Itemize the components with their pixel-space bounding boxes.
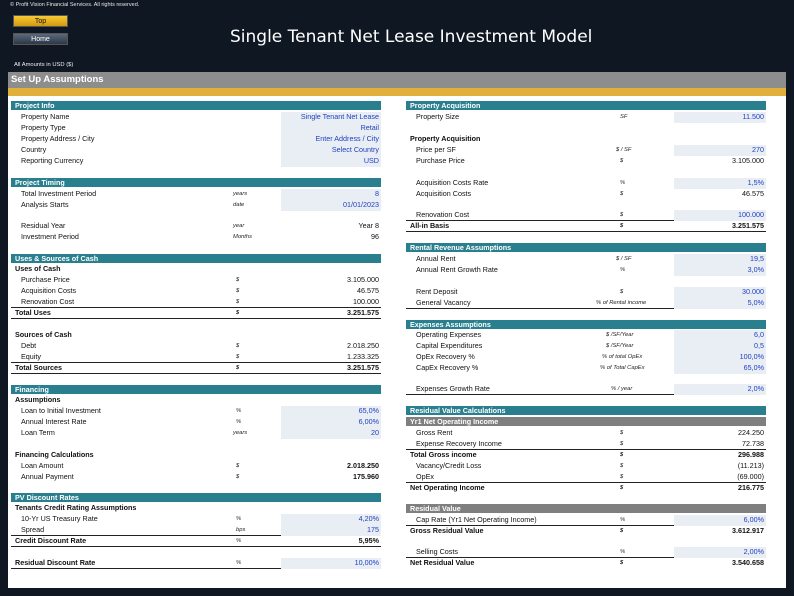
- project-timing-header: Project Timing: [11, 178, 381, 187]
- credit-discount-row: [11, 536, 381, 547]
- row-label: Capital Expenditures: [416, 341, 483, 350]
- subheader-label: Financing Calculations: [15, 450, 94, 459]
- timing-row: [11, 189, 381, 200]
- row-label: Analysis Starts: [21, 200, 69, 209]
- property-acquisition-header: Property Acquisition: [406, 101, 766, 110]
- rent-row: [406, 265, 766, 276]
- residual-year-value: Year 8: [358, 221, 379, 230]
- rent-row: [406, 298, 766, 309]
- row-label: Expense Recovery Income: [416, 439, 502, 448]
- acq-row: [406, 189, 766, 200]
- financing-calc-row: [11, 461, 381, 472]
- row-label: Equity: [21, 352, 41, 361]
- row-unit: %: [620, 517, 626, 523]
- capex-recovery-input[interactable]: 65,0%: [674, 363, 766, 374]
- row-label: Loan Term: [21, 428, 55, 437]
- property-name-input[interactable]: Single Tenant Net Lease: [281, 112, 381, 123]
- row-label: Net Operating Income: [410, 483, 485, 492]
- row-label: Property Type: [21, 123, 66, 132]
- ltv-input[interactable]: 65,0%: [281, 406, 381, 417]
- row-unit: %: [236, 560, 242, 566]
- subheader-label: Property Acquisition: [410, 134, 481, 143]
- page-title: Single Tenant Net Lease Investment Model: [230, 27, 593, 47]
- row-unit: $: [620, 560, 624, 566]
- row-unit: Months: [233, 234, 253, 240]
- row-value: 46.575: [357, 286, 379, 295]
- financing-calc-row: [11, 472, 381, 483]
- total-sources-row: [11, 363, 381, 374]
- row-unit: $: [620, 463, 624, 469]
- row-label: Acquisition Costs: [416, 189, 472, 198]
- row-unit: $: [236, 354, 240, 360]
- noi-row: [406, 483, 766, 494]
- row-value: 5,95%: [358, 536, 379, 545]
- capex-input[interactable]: 0,5: [674, 341, 766, 352]
- row-value: 3.105.000: [732, 156, 764, 165]
- row-unit: $: [236, 288, 240, 294]
- row-label: Credit Discount Rate: [15, 536, 87, 545]
- pv-discount-header: PV Discount Rates: [11, 493, 381, 502]
- financing-row: [11, 417, 381, 428]
- expense-growth-input[interactable]: 2,0%: [674, 384, 766, 395]
- row-label: Renovation Cost: [21, 297, 75, 306]
- expense-row: [406, 352, 766, 363]
- financing-calc-subheader: [11, 450, 381, 461]
- rent-row: [406, 254, 766, 265]
- pv-row: [11, 514, 381, 525]
- row-value: 3.251.575: [732, 221, 764, 230]
- row-value: 2.018.250: [347, 341, 379, 350]
- row-label: Acquisition Costs Rate: [416, 178, 489, 187]
- row-label: Total Sources: [15, 363, 62, 372]
- expense-row: [406, 341, 766, 352]
- row-label: OpEx Recovery %: [416, 352, 475, 361]
- acq-row: [406, 156, 766, 167]
- selling-costs-input[interactable]: 2,00%: [674, 547, 766, 558]
- row-label: Total Investment Period: [21, 189, 97, 198]
- app-header: [0, 0, 794, 72]
- row-label: CapEx Recovery %: [416, 363, 479, 372]
- renovation-cost-input[interactable]: 100.000: [674, 210, 766, 221]
- row-value: 3.540.658: [732, 558, 764, 567]
- expense-row: [406, 384, 766, 395]
- row-unit: $: [620, 452, 624, 458]
- row-value: 72.738: [742, 439, 764, 448]
- project-info-row: [11, 112, 381, 123]
- annual-rent-input[interactable]: 19,5: [674, 254, 766, 265]
- investment-months-value: 96: [371, 232, 379, 241]
- uses-row: [11, 297, 381, 308]
- acq-cost-rate-input[interactable]: 1,5%: [674, 178, 766, 189]
- row-value: 2.018.250: [347, 461, 379, 470]
- row-label: Price per SF: [416, 145, 456, 154]
- financing-header: Financing: [11, 385, 381, 394]
- row-unit: $: [620, 441, 624, 447]
- row-unit: % / year: [611, 386, 633, 392]
- row-unit: %: [236, 408, 242, 414]
- row-label: Gross Residual Value: [410, 526, 484, 535]
- row-label: Rent Deposit: [416, 287, 458, 296]
- acq-row: [406, 145, 766, 156]
- expense-row: [406, 330, 766, 341]
- row-unit: %: [236, 516, 242, 522]
- row-label: Expenses Growth Rate: [416, 384, 490, 393]
- financing-row: [11, 428, 381, 439]
- residual-row: [406, 472, 766, 483]
- row-unit: $: [620, 474, 624, 480]
- row-unit: year: [233, 223, 245, 229]
- project-info-header: Project Info: [11, 101, 381, 110]
- row-unit: years: [233, 191, 248, 197]
- residual-row: [406, 439, 766, 450]
- row-unit: $: [620, 430, 624, 436]
- residual-row: [406, 461, 766, 472]
- subheader-label: Assumptions: [15, 395, 61, 404]
- row-value: 3.612.917: [732, 526, 764, 535]
- row-unit: $: [236, 463, 240, 469]
- setup-gold-strip: [8, 88, 786, 96]
- row-value: 224.250: [738, 428, 764, 437]
- row-label: Reporting Currency: [21, 156, 84, 165]
- row-unit: %: [620, 267, 626, 273]
- row-value: 100.000: [353, 297, 379, 306]
- row-unit: $ / SF: [616, 147, 632, 153]
- gross-residual-row: [406, 526, 766, 537]
- row-unit: % of Rental income: [596, 300, 647, 306]
- row-label: Total Gross income: [410, 450, 477, 459]
- subheader-label: Tenants Credit Rating Assumptions: [15, 503, 137, 512]
- expense-row: [406, 363, 766, 374]
- currency-select[interactable]: USD: [281, 156, 381, 167]
- row-unit: $ /SF/Year: [606, 332, 634, 338]
- row-unit: $: [620, 223, 624, 229]
- expenses-header: Expenses Assumptions: [406, 320, 766, 329]
- copyright-text: © Profit Vision Financial Services. All rights reserved.: [10, 2, 140, 8]
- acq-row: [406, 178, 766, 189]
- row-unit: $: [620, 158, 624, 164]
- pv-row: [11, 525, 381, 536]
- noi-subheader: Yr1 Net Operating Income: [406, 417, 766, 426]
- frame-right: [786, 72, 794, 596]
- country-select[interactable]: Select Country: [281, 145, 381, 156]
- row-label: Cap Rate (Yr1 Net Operating Income): [416, 515, 537, 524]
- row-unit: $ /SF/Year: [606, 343, 634, 349]
- rent-row: [406, 287, 766, 298]
- row-label: Renovation Cost: [416, 210, 470, 219]
- row-unit: bps: [236, 527, 246, 533]
- analysis-start-input[interactable]: 01/01/2023: [281, 200, 381, 211]
- all-in-basis-row: [406, 221, 766, 232]
- row-value: (69.000): [737, 472, 764, 481]
- top-button[interactable]: Top: [13, 15, 68, 27]
- row-label: 10-Yr US Treasury Rate: [21, 514, 98, 523]
- subheader-label: Sources of Cash: [15, 330, 72, 339]
- row-label: Purchase Price: [416, 156, 465, 165]
- row-unit: % of Total CapEx: [600, 365, 645, 371]
- row-label: OpEx: [416, 472, 434, 481]
- row-unit: %: [236, 538, 242, 544]
- row-unit: SF: [620, 114, 628, 120]
- row-unit: $: [236, 310, 240, 316]
- residual-header: Residual Value Calculations: [406, 406, 766, 415]
- row-label: Operating Expenses: [416, 330, 482, 339]
- sources-row: [11, 341, 381, 352]
- uses-row: [11, 286, 381, 297]
- opex-input[interactable]: 6,0: [674, 330, 766, 341]
- row-unit: $: [236, 343, 240, 349]
- acq-row: [406, 210, 766, 221]
- row-label: Annual Interest Rate: [21, 417, 87, 426]
- price-per-sf-input[interactable]: 270: [674, 145, 766, 156]
- gross-income-row: [406, 450, 766, 461]
- sources-subheader: [11, 330, 381, 341]
- row-value: 3.251.575: [347, 308, 379, 317]
- row-unit: date: [233, 202, 245, 208]
- row-label: Property Size: [416, 112, 460, 121]
- acq-row: [406, 112, 766, 123]
- row-unit: years: [233, 430, 248, 436]
- row-unit: $: [620, 191, 624, 197]
- rent-growth-input[interactable]: 3,0%: [674, 265, 766, 276]
- row-unit: %: [620, 180, 626, 186]
- row-label: Property Address / City: [21, 134, 95, 143]
- project-info-row: [11, 123, 381, 134]
- row-label: General Vacancy: [416, 298, 471, 307]
- residual-discount-row: [11, 558, 381, 569]
- cap-rate-input[interactable]: 6,00%: [674, 515, 766, 526]
- row-label: Investment Period: [21, 232, 79, 241]
- row-label: Residual Year: [21, 221, 66, 230]
- row-unit: $: [236, 277, 240, 283]
- row-label: Country: [21, 145, 47, 154]
- row-unit: $: [236, 474, 240, 480]
- row-unit: %: [620, 549, 626, 555]
- frame-left: [0, 72, 8, 596]
- row-unit: %: [236, 419, 242, 425]
- row-label: Selling Costs: [416, 547, 458, 556]
- loan-term-input[interactable]: 20: [281, 428, 381, 439]
- timing-row: [11, 232, 381, 243]
- interest-rate-input[interactable]: 6,00%: [281, 417, 381, 428]
- row-label: All-in Basis: [410, 221, 450, 230]
- cap-rate-row: [406, 515, 766, 526]
- property-address-input[interactable]: Enter Address / City: [281, 134, 381, 145]
- row-label: Loan Amount: [21, 461, 64, 470]
- row-label: Gross Rent: [416, 428, 453, 437]
- row-value: 296.988: [738, 450, 764, 459]
- project-info-row: [11, 134, 381, 145]
- rental-revenue-header: Rental Revenue Assumptions: [406, 243, 766, 252]
- row-value: 3.251.575: [347, 363, 379, 372]
- timing-row: [11, 200, 381, 211]
- financing-assumptions-subheader: [11, 395, 381, 406]
- row-value: 216.775: [738, 483, 764, 492]
- financing-row: [11, 406, 381, 417]
- row-unit: $: [620, 212, 624, 218]
- row-unit: $ / SF: [616, 256, 632, 262]
- property-size-input[interactable]: 11.500: [674, 112, 766, 123]
- selling-costs-row: [406, 547, 766, 558]
- sources-row: [11, 352, 381, 363]
- row-label: Annual Rent: [416, 254, 456, 263]
- acq-subheader: [406, 134, 766, 145]
- row-value: 1.233.325: [347, 352, 379, 361]
- setup-section-title: Set Up Assumptions: [8, 72, 786, 88]
- row-label: Acquisition Costs: [21, 286, 77, 295]
- subheader-label: Uses of Cash: [15, 264, 61, 273]
- row-value: 3.105.000: [347, 275, 379, 284]
- project-info-row: [11, 156, 381, 167]
- row-value: (11.213): [737, 461, 764, 470]
- net-residual-row: [406, 558, 766, 569]
- amounts-note: All Amounts in USD ($): [14, 62, 74, 68]
- opex-recovery-input[interactable]: 100,0%: [674, 352, 766, 363]
- row-unit: $: [620, 528, 624, 534]
- project-info-row: [11, 145, 381, 156]
- row-label: Spread: [21, 525, 45, 534]
- row-label: Debt: [21, 341, 37, 350]
- investment-period-input[interactable]: 8: [281, 189, 381, 200]
- row-label: Property Name: [21, 112, 70, 121]
- home-button[interactable]: Home: [13, 33, 68, 45]
- row-value: 175.960: [353, 472, 379, 481]
- uses-row: [11, 275, 381, 286]
- timing-row: [11, 221, 381, 232]
- row-label: Purchase Price: [21, 275, 70, 284]
- residual-row: [406, 428, 766, 439]
- general-vacancy-input[interactable]: 5,0%: [674, 298, 766, 309]
- row-label: Loan to Initial Investment: [21, 406, 101, 415]
- row-label: Annual Rent Growth Rate: [416, 265, 498, 274]
- row-unit: $: [620, 289, 624, 295]
- row-label: Total Uses: [15, 308, 51, 317]
- spread-input[interactable]: 175: [281, 525, 381, 536]
- row-label: Vacancy/Credit Loss: [416, 461, 482, 470]
- row-unit: $: [620, 485, 624, 491]
- row-label: Residual Discount Rate: [15, 558, 96, 567]
- frame-bottom: [0, 588, 794, 596]
- rent-deposit-input[interactable]: 30.000: [674, 287, 766, 298]
- total-uses-row: [11, 308, 381, 319]
- row-unit: % of total OpEx: [602, 354, 643, 360]
- row-unit: $: [236, 299, 240, 305]
- residual-discount-input[interactable]: 10,00%: [281, 558, 381, 569]
- residual-value-subheader: Residual Value: [406, 504, 766, 513]
- row-unit: $: [236, 365, 240, 371]
- row-label: Annual Payment: [21, 472, 74, 481]
- uses-sources-header: Uses & Sources of Cash: [11, 254, 381, 263]
- property-type-input[interactable]: Retail: [281, 123, 381, 134]
- row-label: Net Residual Value: [410, 558, 475, 567]
- pv-subheader: [11, 503, 381, 514]
- row-value: 46.575: [742, 189, 764, 198]
- uses-subheader: [11, 264, 381, 275]
- treasury-rate-input[interactable]: 4,20%: [281, 514, 381, 525]
